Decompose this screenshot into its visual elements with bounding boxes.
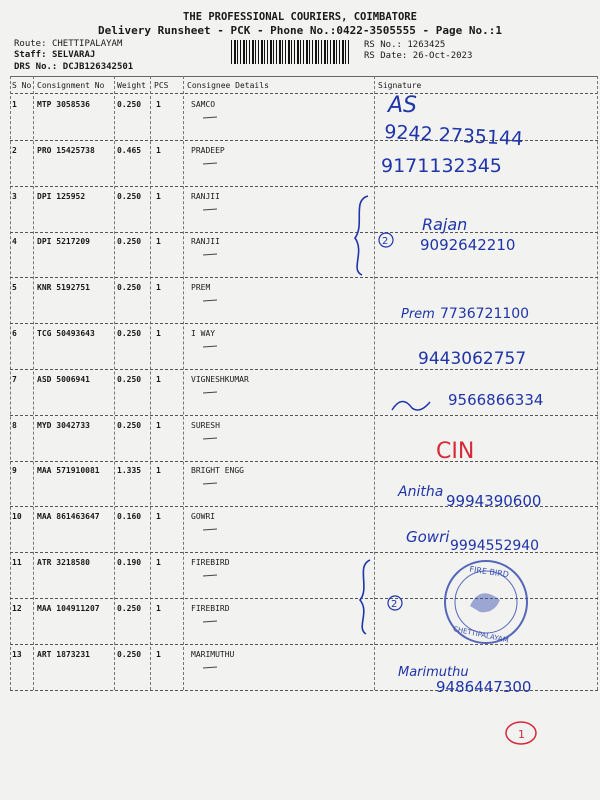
signature-row-1: AS	[388, 93, 418, 118]
row-pcs: 1	[156, 466, 161, 476]
row-weight: 0.250	[117, 603, 142, 613]
row-weight: 0.250	[117, 191, 142, 201]
row-consignee: FIREBIRD	[191, 603, 230, 613]
drs-line: DRS No.: DCJB126342501	[14, 62, 134, 72]
phone-row-7: 9566866334	[448, 391, 544, 409]
row-consignment: ART 1873231	[37, 649, 90, 659]
row-sno: 10	[12, 512, 22, 522]
row-pcs: 1	[156, 145, 161, 155]
count-rows-11-12: 2	[391, 599, 398, 610]
row-consignee: PREM	[191, 283, 211, 293]
row-consignment: DPI 5217209	[37, 237, 90, 247]
row-pcs: 1	[156, 329, 161, 338]
col-header-signature: Signature	[378, 81, 422, 90]
stamp-bottom-text: CHETTIPALAYAM	[452, 625, 510, 645]
signature-row-7	[392, 401, 430, 410]
phone-row-9: 9994390600	[446, 492, 542, 510]
rs-date-line: RS Date: 26-Oct-2023	[364, 51, 473, 61]
row-pcs: 1	[156, 603, 161, 613]
row-sno: 11	[12, 558, 22, 567]
row-sno: 7	[12, 374, 17, 384]
row-sno: 12	[12, 603, 22, 613]
row-pcs: 1	[156, 558, 161, 567]
row-consignee: FIREBIRD	[191, 558, 230, 567]
row-consignment: MAA 571910081	[37, 466, 100, 476]
name-rows-3-4: Rajan	[422, 215, 468, 234]
row-consignment: MYD 3042733	[37, 420, 90, 430]
row-consignee: BRIGHT ENGG	[191, 466, 244, 476]
name-row-9: Anitha	[398, 484, 444, 500]
phone-row-10: 9994552940	[450, 538, 540, 554]
row-pcs: 1	[156, 512, 161, 522]
col-header-details: Consignee Details	[187, 81, 269, 90]
col-header-pcs: PCS	[154, 81, 169, 90]
row-weight: 0.250	[117, 649, 142, 659]
runsheet-subtitle: Delivery Runsheet - PCK - Phone No.:0422-3505555 - Page No.:1	[98, 24, 502, 37]
row-consignment: MAA 104911207	[37, 603, 100, 613]
row-consignee: RANJII	[191, 237, 220, 247]
row-consignee: GOWRI	[191, 512, 216, 522]
row-consignment: DPI 125952	[37, 191, 86, 201]
row-sno: 9	[12, 466, 17, 476]
phone-row-13: 9486447300	[436, 678, 532, 696]
staff-line: Staff: SELVARAJ	[14, 50, 96, 60]
row-consignment: PRO 15425738	[37, 145, 95, 155]
row-consignment: MTP 3058536	[37, 100, 90, 109]
row-sno: 3	[12, 191, 17, 201]
bracket-rows-3-4	[355, 196, 368, 275]
row-weight: 0.160	[117, 512, 142, 522]
phone-row-2: 9171132345	[381, 155, 502, 177]
row-consignment: ATR 3218580	[37, 558, 90, 567]
name-row-10: Gowri	[406, 528, 450, 546]
row-weight: 0.250	[117, 283, 142, 293]
row-sno: 6	[12, 329, 17, 338]
row-consignee: VIGNESHKUMAR	[191, 374, 249, 384]
name-row-5: Prem	[401, 307, 435, 322]
row-consignee: RANJII	[191, 191, 220, 201]
phone-row-5: 7736721100	[440, 306, 530, 322]
row-weight: 1.335	[117, 466, 142, 476]
row-consignment: ASD 5006941	[37, 374, 90, 384]
row-consignee: MARIMUTHU	[191, 649, 235, 659]
company-title: THE PROFESSIONAL COURIERS, COIMBATORE	[183, 11, 417, 23]
rs-no-line: RS No.: 1263425	[364, 40, 446, 50]
col-header-sno: S No	[12, 81, 32, 90]
page-circle-number: 1	[518, 728, 525, 741]
note-row-8: CIN	[436, 439, 475, 464]
row-weight: 0.250	[117, 100, 142, 109]
phone-row-1: 9242 2735144	[383, 121, 524, 151]
row-sno: 13	[12, 649, 22, 659]
row-sno: 4	[12, 237, 17, 247]
row-consignee: PRADEEP	[191, 145, 225, 155]
row-consignment: TCG 50493643	[37, 329, 95, 338]
row-consignment: KNR 5192751	[37, 283, 90, 293]
row-weight: 0.250	[117, 329, 142, 338]
route-line: Route: CHETTIPALAYAM	[14, 39, 123, 49]
row-consignee: SAMCO	[191, 100, 216, 109]
col-header-consignment: Consignment No	[37, 81, 105, 90]
name-row-13: Marimuthu	[398, 665, 469, 680]
row-consignment: MAA 861463647	[37, 512, 100, 522]
row-weight: 0.465	[117, 145, 142, 155]
row-sno: 5	[12, 283, 17, 293]
row-weight: 0.190	[117, 558, 142, 567]
row-sno: 2	[12, 145, 17, 155]
row-weight: 0.250	[117, 374, 142, 384]
row-pcs: 1	[156, 420, 161, 430]
bracket-rows-11-12	[360, 560, 370, 634]
phone-row-6: 9443062757	[418, 349, 527, 369]
stamp-top-text: FIRE BIRD	[468, 564, 510, 580]
row-sno: 8	[12, 420, 17, 430]
row-pcs: 1	[156, 237, 161, 247]
row-pcs: 1	[156, 649, 161, 659]
row-pcs: 1	[156, 100, 161, 109]
row-consignee: I WAY	[191, 329, 216, 338]
row-pcs: 1	[156, 283, 161, 293]
phone-rows-3-4: 9092642210	[420, 236, 516, 254]
col-header-weight: Weight	[117, 81, 146, 90]
row-consignee: SURESH	[191, 420, 220, 430]
row-weight: 0.250	[117, 237, 142, 247]
row-weight: 0.250	[117, 420, 142, 430]
row-pcs: 1	[156, 191, 161, 201]
count-rows-3-4: 2	[382, 236, 389, 247]
row-pcs: 1	[156, 374, 161, 384]
row-sno: 1	[12, 100, 17, 109]
